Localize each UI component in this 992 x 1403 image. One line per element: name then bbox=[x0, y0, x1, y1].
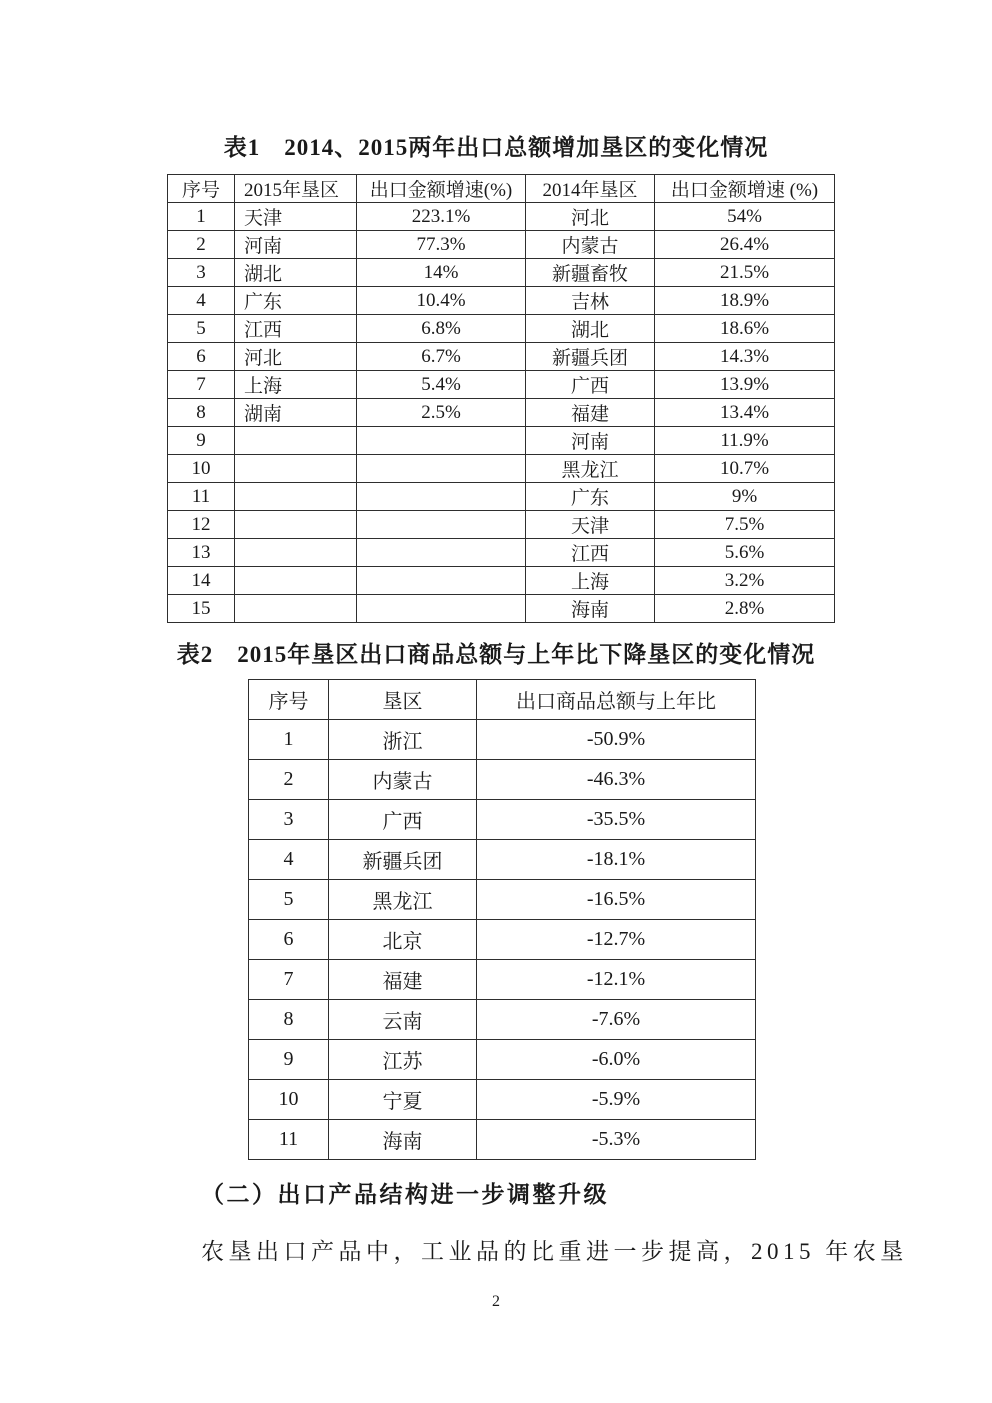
column-header: 2014年垦区 bbox=[526, 175, 655, 203]
table-cell: 9 bbox=[168, 427, 235, 455]
table-cell: 5 bbox=[249, 880, 329, 920]
table-cell: 河南 bbox=[526, 427, 655, 455]
table-cell: 新疆兵团 bbox=[329, 840, 477, 880]
table-row bbox=[249, 720, 756, 760]
table1-title: 表1 2014、2015两年出口总额增加垦区的变化情况 bbox=[223, 135, 769, 160]
table-cell: -35.5% bbox=[477, 800, 756, 840]
table-row bbox=[168, 343, 835, 371]
table-row bbox=[168, 455, 835, 483]
table-cell: 10.7% bbox=[655, 455, 835, 483]
table-row bbox=[168, 483, 835, 511]
table-cell bbox=[357, 567, 526, 595]
table-cell: 北京 bbox=[329, 920, 477, 960]
table-cell: 5 bbox=[168, 315, 235, 343]
table-row bbox=[168, 287, 835, 315]
table-cell: 江苏 bbox=[329, 1040, 477, 1080]
table-row bbox=[249, 800, 756, 840]
table-cell: 9 bbox=[249, 1040, 329, 1080]
table-cell: 湖南 bbox=[235, 399, 357, 427]
table-row bbox=[249, 840, 756, 880]
table-cell: 广西 bbox=[329, 800, 477, 840]
table-cell: -50.9% bbox=[477, 720, 756, 760]
table-cell: 2.5% bbox=[357, 399, 526, 427]
table-row bbox=[168, 315, 835, 343]
column-header: 序号 bbox=[168, 175, 235, 203]
table-cell: -18.1% bbox=[477, 840, 756, 880]
column-header: 出口金额增速(%) bbox=[357, 175, 526, 203]
table-cell: -12.1% bbox=[477, 960, 756, 1000]
table-cell: -12.7% bbox=[477, 920, 756, 960]
table-cell bbox=[357, 539, 526, 567]
table-cell: 14.3% bbox=[655, 343, 835, 371]
table-cell: 5.6% bbox=[655, 539, 835, 567]
column-header: 序号 bbox=[249, 680, 329, 720]
table-cell: 福建 bbox=[526, 399, 655, 427]
table-row bbox=[168, 259, 835, 287]
table-cell: 河北 bbox=[235, 343, 357, 371]
column-header: 出口金额增速 (%) bbox=[655, 175, 835, 203]
table-cell: 77.3% bbox=[357, 231, 526, 259]
table-cell: 7.5% bbox=[655, 511, 835, 539]
table-cell: 18.6% bbox=[655, 315, 835, 343]
table-cell: 湖北 bbox=[526, 315, 655, 343]
table-cell: 广东 bbox=[526, 483, 655, 511]
table-cell: 18.9% bbox=[655, 287, 835, 315]
table-row bbox=[249, 1000, 756, 1040]
table1-header-row bbox=[168, 175, 835, 203]
table-cell bbox=[235, 595, 357, 623]
table2-title: 表2 2015年垦区出口商品总额与上年比下降垦区的变化情况 bbox=[176, 642, 816, 667]
table-cell: 浙江 bbox=[329, 720, 477, 760]
table-cell: 江西 bbox=[235, 315, 357, 343]
table-cell: 223.1% bbox=[357, 203, 526, 231]
table-cell bbox=[235, 483, 357, 511]
table-cell: 11.9% bbox=[655, 427, 835, 455]
table1-export-growth bbox=[167, 174, 835, 623]
table-cell bbox=[235, 567, 357, 595]
table-cell bbox=[357, 455, 526, 483]
table-cell bbox=[235, 539, 357, 567]
table-row bbox=[168, 567, 835, 595]
table-cell: 3 bbox=[249, 800, 329, 840]
table-cell: 上海 bbox=[235, 371, 357, 399]
table-row bbox=[249, 920, 756, 960]
table-cell: 1 bbox=[168, 203, 235, 231]
table-cell: 26.4% bbox=[655, 231, 835, 259]
column-header: 出口商品总额与上年比 bbox=[477, 680, 756, 720]
table1-body bbox=[168, 203, 835, 623]
table-cell: 13.9% bbox=[655, 371, 835, 399]
table-cell: 湖北 bbox=[235, 259, 357, 287]
table-cell: 天津 bbox=[526, 511, 655, 539]
table-cell: 上海 bbox=[526, 567, 655, 595]
table-row bbox=[168, 371, 835, 399]
table-row bbox=[249, 760, 756, 800]
table-cell bbox=[357, 595, 526, 623]
table-cell bbox=[235, 511, 357, 539]
table-cell: 4 bbox=[249, 840, 329, 880]
table-row bbox=[168, 399, 835, 427]
table-cell: 吉林 bbox=[526, 287, 655, 315]
table-cell: -6.0% bbox=[477, 1040, 756, 1080]
table-cell: 海南 bbox=[329, 1120, 477, 1160]
table-cell: 10 bbox=[168, 455, 235, 483]
table-cell: 14 bbox=[168, 567, 235, 595]
table-cell: 7 bbox=[249, 960, 329, 1000]
table-cell: 10 bbox=[249, 1080, 329, 1120]
table-cell: -5.9% bbox=[477, 1080, 756, 1120]
table-cell: 13.4% bbox=[655, 399, 835, 427]
table-cell: 9% bbox=[655, 483, 835, 511]
table-cell: 3.2% bbox=[655, 567, 835, 595]
table-cell: -46.3% bbox=[477, 760, 756, 800]
table-cell: 宁夏 bbox=[329, 1080, 477, 1120]
table-cell: 1 bbox=[249, 720, 329, 760]
table-cell: 江西 bbox=[526, 539, 655, 567]
table-cell: 6.8% bbox=[357, 315, 526, 343]
column-header: 垦区 bbox=[329, 680, 477, 720]
table-row bbox=[168, 231, 835, 259]
table-cell: 12 bbox=[168, 511, 235, 539]
table-cell: 天津 bbox=[235, 203, 357, 231]
table-cell: 6 bbox=[168, 343, 235, 371]
table-cell: 5.4% bbox=[357, 371, 526, 399]
table-row bbox=[168, 595, 835, 623]
table-row bbox=[249, 1040, 756, 1080]
table-cell: 10.4% bbox=[357, 287, 526, 315]
table-cell: 河南 bbox=[235, 231, 357, 259]
table-cell: 2 bbox=[249, 760, 329, 800]
column-header: 2015年垦区 bbox=[235, 175, 357, 203]
table-cell: -16.5% bbox=[477, 880, 756, 920]
table-cell bbox=[357, 483, 526, 511]
body-paragraph: 农垦出口产品中，工业品的比重进一步提高，2015 年农垦 bbox=[201, 1239, 908, 1264]
table-cell: 14% bbox=[357, 259, 526, 287]
table-cell: 6.7% bbox=[357, 343, 526, 371]
table-cell: 内蒙古 bbox=[526, 231, 655, 259]
table-cell: 内蒙古 bbox=[329, 760, 477, 800]
table-cell: 云南 bbox=[329, 1000, 477, 1040]
table-cell bbox=[357, 511, 526, 539]
table-cell: 15 bbox=[168, 595, 235, 623]
table-cell: 54% bbox=[655, 203, 835, 231]
table-cell bbox=[357, 427, 526, 455]
table-cell: 广东 bbox=[235, 287, 357, 315]
table-row bbox=[168, 539, 835, 567]
table-cell: 11 bbox=[249, 1120, 329, 1160]
table-cell: 海南 bbox=[526, 595, 655, 623]
table-cell: 11 bbox=[168, 483, 235, 511]
table-row bbox=[168, 203, 835, 231]
table-cell: 2.8% bbox=[655, 595, 835, 623]
table-cell: 福建 bbox=[329, 960, 477, 1000]
table-cell: 4 bbox=[168, 287, 235, 315]
page-number: 2 bbox=[492, 1293, 500, 1310]
table-row bbox=[168, 427, 835, 455]
table-cell: 广西 bbox=[526, 371, 655, 399]
table2-export-decline bbox=[248, 679, 756, 1160]
section-heading: （二）出口产品结构进一步调整升级 bbox=[201, 1182, 609, 1207]
table-cell: 6 bbox=[249, 920, 329, 960]
table2-header-row bbox=[249, 680, 756, 720]
table-cell: 13 bbox=[168, 539, 235, 567]
table-row bbox=[249, 1120, 756, 1160]
table-row bbox=[249, 960, 756, 1000]
table-cell bbox=[235, 455, 357, 483]
table-cell: 8 bbox=[168, 399, 235, 427]
table-cell bbox=[235, 427, 357, 455]
table-cell: 新疆兵团 bbox=[526, 343, 655, 371]
table-row bbox=[249, 1080, 756, 1120]
table-cell: 新疆畜牧 bbox=[526, 259, 655, 287]
table-cell: 7 bbox=[168, 371, 235, 399]
table2-body bbox=[249, 720, 756, 1160]
table-row bbox=[168, 511, 835, 539]
table-cell: 黑龙江 bbox=[526, 455, 655, 483]
table-cell: 2 bbox=[168, 231, 235, 259]
table-cell: 8 bbox=[249, 1000, 329, 1040]
table-cell: -7.6% bbox=[477, 1000, 756, 1040]
table-cell: 3 bbox=[168, 259, 235, 287]
table-cell: -5.3% bbox=[477, 1120, 756, 1160]
table-cell: 21.5% bbox=[655, 259, 835, 287]
table-row bbox=[249, 880, 756, 920]
table-cell: 河北 bbox=[526, 203, 655, 231]
table-cell: 黑龙江 bbox=[329, 880, 477, 920]
